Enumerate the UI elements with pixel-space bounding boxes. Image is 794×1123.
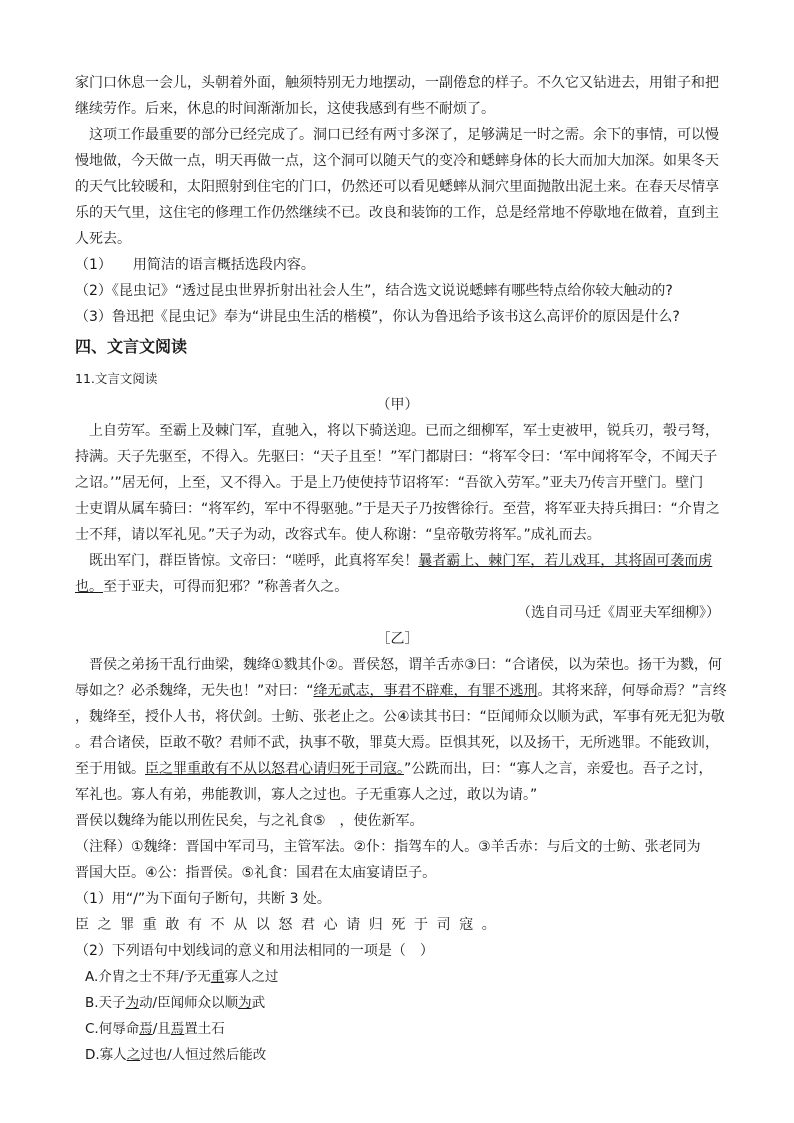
text-segment: 至于用钺。: [75, 761, 145, 777]
option-a[interactable]: [75, 964, 720, 990]
option-text: 过也/人恒过然后能改: [140, 1047, 267, 1063]
passage-jia: [75, 392, 720, 626]
question-item: （3）鲁迅把《昆虫记》奉为“讲昆虫生活的楷模”，你认为鲁迅给予该书这么高评价的原因是什么?: [75, 309, 680, 325]
passage-line: 士吏谓从属车骑曰：“将军约，军中不得驱驰。”于是天子乃按辔徐行。至营，将军亚夫持兵揖曰：“介胄之: [75, 501, 720, 517]
passage-line: [75, 756, 720, 782]
passage-label: ［乙］: [376, 631, 419, 647]
text-segment: 既出军门，群臣皆惊。文帝曰：“嗟呼，此真将军矣！: [89, 553, 419, 569]
answer-options: [75, 964, 720, 1068]
underlined-sentence: 也。: [75, 579, 103, 595]
option-text: 寡人之过: [224, 969, 279, 985]
passage-line: 晋侯以魏绛为能以刑佐民矣，与之礼食⑤ ，使佐新军。: [75, 813, 424, 829]
option-b[interactable]: [75, 990, 720, 1016]
option-d[interactable]: [75, 1042, 720, 1068]
option-text: /且: [152, 1021, 171, 1037]
document-page: [75, 70, 727, 1068]
passage-tail: [75, 70, 720, 252]
option-text: 动/臣闻师众以顺: [139, 995, 239, 1011]
text-segment: 。其将来辞，何辱命焉？”言终: [537, 683, 727, 699]
passage-line: 慢地做，今天做一点，明天再做一点，这个洞可以随天气的变冷和蟋蟀身体的长大而加大加深。如果冬天: [75, 153, 719, 169]
question-item: （2）《昆虫记》“透过昆虫世界折射出社会人生”，结合选文说说蟋蟀有哪些特点给你较大触动的?: [75, 283, 673, 299]
text-segment: ”公跣而出，曰：“寡人之言，亲爱也。吾子之讨，: [404, 761, 713, 777]
underlined-word: 重: [210, 969, 225, 985]
passage-line: 士不拜，请以军礼见。”天子为动，改容式车。使人称谢：“皇帝敬劳将军。”成礼而去。: [75, 527, 601, 543]
passage-line: [75, 574, 720, 600]
underlined-word: 之: [126, 1047, 141, 1063]
passage-line: 。君合诸侯，臣敢不敬？君师不武，执事不敬，罪莫大焉。臣惧其死，以及扬干，无所逃罪。不能致训，: [75, 735, 719, 751]
question-10-items: [75, 252, 720, 330]
option-text: 置土石: [184, 1021, 225, 1037]
passage-line: 持满。天子先驱至，不得入。先驱曰：“天子且至！”军门都尉曰：“将军令曰：‘军中闻将军令，不闻天子: [75, 449, 718, 465]
question-item: （1）用“/”为下面句子断句，共断 3 处。: [75, 891, 331, 907]
passage-line: 上自劳军。至霸上及棘门军，直驰入，将以下骑送迎。已而之细柳军，军士吏被甲，锐兵刃，彀弓弩，: [89, 423, 719, 439]
underlined-word: 为: [238, 995, 252, 1011]
passage-line: 乐的天气里，这住宅的修理工作仍然继续不已。改良和装饰的工作，总是经常地不停歇地在做着，直到主: [75, 205, 719, 221]
text-segment: 辱如之？必杀魏绛，无失也！”对曰：“: [75, 683, 314, 699]
underlined-word: 为: [125, 995, 140, 1011]
question-item: （2）下列语句中划线词的意义和用法相同的一项是（ ）: [75, 943, 434, 959]
passage-line: 之诏。’”居无何，上至，又不得入。于是上乃使使持节诏将军：“吾欲入劳军。”亚夫乃传言开壁门。壁门: [75, 475, 704, 491]
underlined-word: 焉: [139, 1021, 153, 1037]
passage-line: 这项工作最重要的部分已经完成了。洞口已经有两寸多深了，足够满足一时之需。余下的事情，可以慢: [89, 127, 719, 143]
option-text: 武: [251, 995, 266, 1011]
passage-line: 军礼也。寡人有弟，弗能教训，寡人之过也。子无重寡人之过，敢以为请。”: [75, 787, 538, 803]
source-citation: （选自司马迁《周亚夫军细柳》）: [517, 605, 720, 621]
option-text: C.何辱命: [85, 1021, 140, 1037]
text-segment: 至于亚夫，可得而犯邪？”称善者久之。: [103, 579, 349, 595]
option-c[interactable]: [75, 1016, 720, 1042]
passage-yi: [75, 626, 727, 834]
question-title: 11.文言文阅读: [75, 371, 158, 386]
passage-line: [75, 548, 720, 574]
option-text: D.寡人: [85, 1047, 127, 1063]
passage-label: （甲）: [376, 397, 419, 413]
annotation-line: 晋国大臣。④公：指晋侯。⑤礼食：国君在太庙宴请臣子。: [75, 865, 437, 881]
passage-line: 家门口休息一会儿，头朝着外面，触须特别无力地摆动，一副倦怠的样子。不久它又钻进去，用钳子和把: [75, 75, 719, 91]
question-item: （1） 用简洁的语言概括选段内容。: [75, 257, 315, 273]
passage-line: [75, 678, 727, 704]
passage-line: ，魏绛至，授仆人书，将伏剑。士鲂、张老止之。公④读其书曰：“臣闻师众以顺为武，军事有死无犯为敬: [75, 709, 725, 725]
underlined-sentence: 曩者霸上、棘门军，若儿戏耳，其将固可袭而虏: [418, 553, 713, 569]
option-text: A.介胄之士不拜/予无: [85, 969, 211, 985]
passage-line: 的天气比较暖和，太阳照射到住宅的门口，仍然还可以看见蟋蟀从洞穴里面抛散出泥土来。在春天尽情享: [75, 179, 719, 195]
passage-line: 继续劳作。后来，休息的时间渐渐加长，这使我感到有些不耐烦了。: [75, 101, 495, 117]
section-heading: 四、文言文阅读: [75, 337, 188, 356]
underlined-word: 焉: [170, 1021, 185, 1037]
annotation-line: （注释）①魏绛：晋国中军司马，主管军法。②仆：指驾车的人。③羊舌赤：与后文的士鲂、张老同为: [75, 839, 701, 855]
passage-line: 人死去。: [75, 231, 131, 247]
passage-line: 晋侯之弟扬干乱行曲梁，魏绛①戮其仆②。晋侯怒，谓羊舌赤③曰：“合诸侯，以为荣也。扬干为戮，何: [89, 657, 722, 673]
underlined-sentence: 臣之罪重敢有不从以怒君心请归死于司寇。: [145, 761, 404, 777]
underlined-sentence: 绛无贰志，事君不辟难，有罪不逃刑: [313, 683, 538, 699]
option-text: B.天子: [85, 995, 126, 1011]
annotations: [75, 834, 720, 886]
sentence-to-punctuate: 臣之罪重敢有不从以怒君心请归死于司寇。: [75, 917, 505, 933]
